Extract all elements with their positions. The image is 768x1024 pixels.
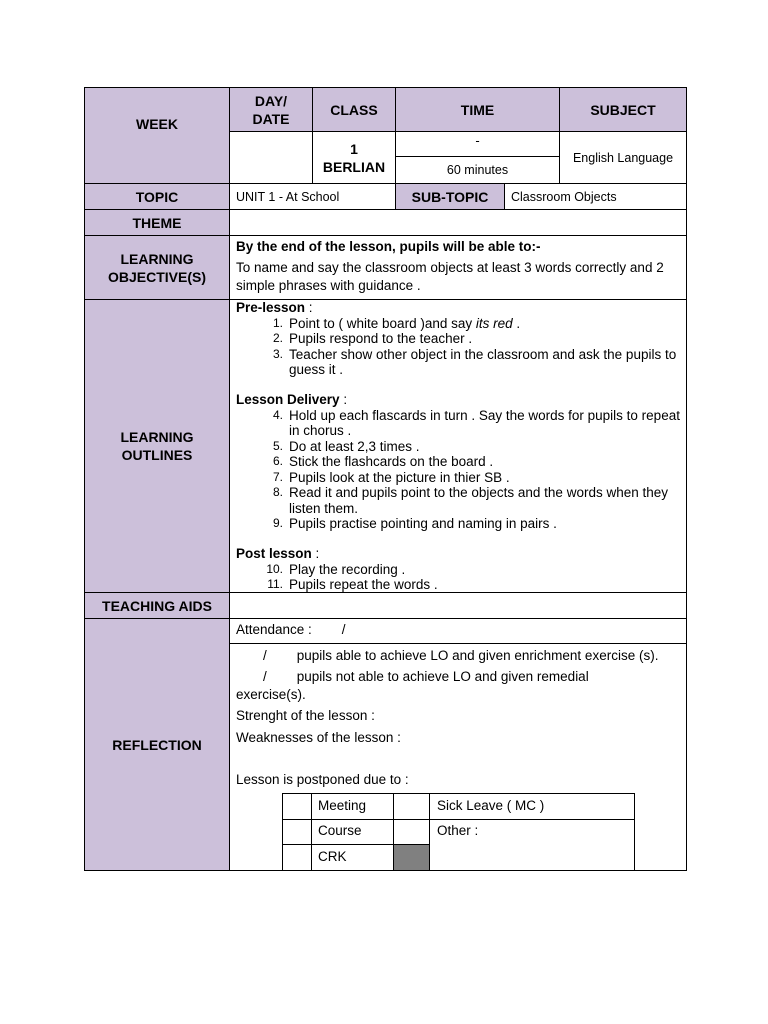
reason-other: Other : [437,823,479,838]
duration-value: 60 minutes [446,163,509,177]
learning-objectives-label: LEARNING OBJECTIVE(S) [107,250,206,285]
post-lesson-section: Post lesson : 10. Play the recording . 11. Pupils repeat the words . [236,546,681,593]
pre-lesson-section: Pre-lesson : 1. Point to ( white board )and say its red . 2. Pupils respond to the teacher . 3. Teacher show other object in the classroom and ask the pupils to guess it . [236,300,681,378]
list-item: 1. Point to ( white board )and say its red . [272,315,521,331]
learning-outlines-label: LEARNING OUTLINES [120,429,194,463]
pre-lesson-title: Pre-lesson [236,300,306,315]
objectives-text: To name and say the classroom objects at least 3 words correctly and 2 simple phrases with guidance . [236,260,664,293]
postponed-line: Lesson is postponed due to : [236,772,409,787]
not-achieve-line-cont: exercise(s). [236,687,306,702]
list-item: 5. Do at least 2,3 times . [272,438,420,454]
list-item: 7. Pupils look at the picture in thier SB . [272,469,510,485]
class-value [313,132,395,183]
list-item: 3. Teacher show other object in the classroom and ask the pupils to guess it . [272,346,677,377]
table-border [282,844,430,845]
post-lesson-title: Post lesson [236,546,312,561]
strength-line: Strenght of the lesson : [236,708,375,723]
objectives-intro: By the end of the lesson, pupils will be able to:- [236,239,541,254]
achieve-line: / pupils able to achieve LO and given enrichment exercise (s). [263,648,659,663]
reason-sick-leave: Sick Leave ( MC ) [437,798,545,813]
weakness-line: Weaknesses of the lesson : [236,730,401,745]
subject-label: SUBJECT [590,101,656,118]
teaching-aids-label: TEACHING AIDS [102,597,212,614]
list-item: 8. Read it and pupils point to the objects and the words when they listen them. [272,485,668,516]
list-item: 9. Pupils practise pointing and naming in pairs . [272,516,557,531]
table-border [429,793,430,870]
table-border [229,87,230,871]
topic-label: TOPIC [135,188,179,205]
table-border [282,819,635,820]
crk-shaded-box [394,845,429,870]
table-border [282,793,635,794]
table-border [84,870,687,871]
list-item: 4. Hold up each flascards in turn . Say the words for pupils to repeat in chorus . [272,407,680,438]
table-border [229,643,687,644]
time-value: - [475,133,480,148]
table-border [634,793,635,870]
subtopic-value: Classroom Objects [511,189,617,204]
theme-label: THEME [132,214,182,231]
table-border [282,793,283,870]
day-date-value [230,132,312,183]
table-border [504,183,505,210]
reason-meeting: Meeting [318,798,367,813]
class-number: 1 [350,140,358,157]
list-item: 6. Stick the flashcards on the board . [272,454,494,469]
theme-value [236,210,681,235]
subtopic-label: SUB-TOPIC [411,188,489,205]
table-border [393,793,394,870]
class-name: BERLIAN [322,158,386,175]
reason-crk: CRK [318,849,347,864]
not-achieve-line: / pupils not able to achieve LO and given remedial [263,669,589,684]
table-border [686,87,687,871]
lesson-delivery-title: Lesson Delivery [236,392,340,407]
week-label: WEEK [136,116,178,132]
attendance-line: Attendance : / [236,622,346,637]
list-item: 10. Play the recording . [266,561,406,577]
teaching-aids-value [236,593,681,618]
reason-course: Course [318,823,362,838]
time-label: TIME [460,101,495,118]
list-item: 2. Pupils respond to the teacher . [272,331,473,346]
class-label: CLASS [330,101,378,118]
reflection-label: REFLECTION [112,736,202,753]
list-item: 11. Pupils repeat the words . [267,577,438,592]
day-date-label: DAY/ DATE [252,92,290,127]
topic-value: UNIT 1 - At School [236,189,340,204]
subject-value: English Language [572,150,674,165]
table-border [311,793,312,870]
lesson-delivery-section: Lesson Delivery : 4. Hold up each flascards in turn . Say the words for pupils to repeat in chorus . 5. Do at least 2,3 times . 6. Stick the flashcards on the board . 7. Pupils look at the picture in thier SB . 8. Read it and pupils point to the objects and the words when they listen them. 9. Pupils practise pointing and naming in pairs . [236,392,680,531]
